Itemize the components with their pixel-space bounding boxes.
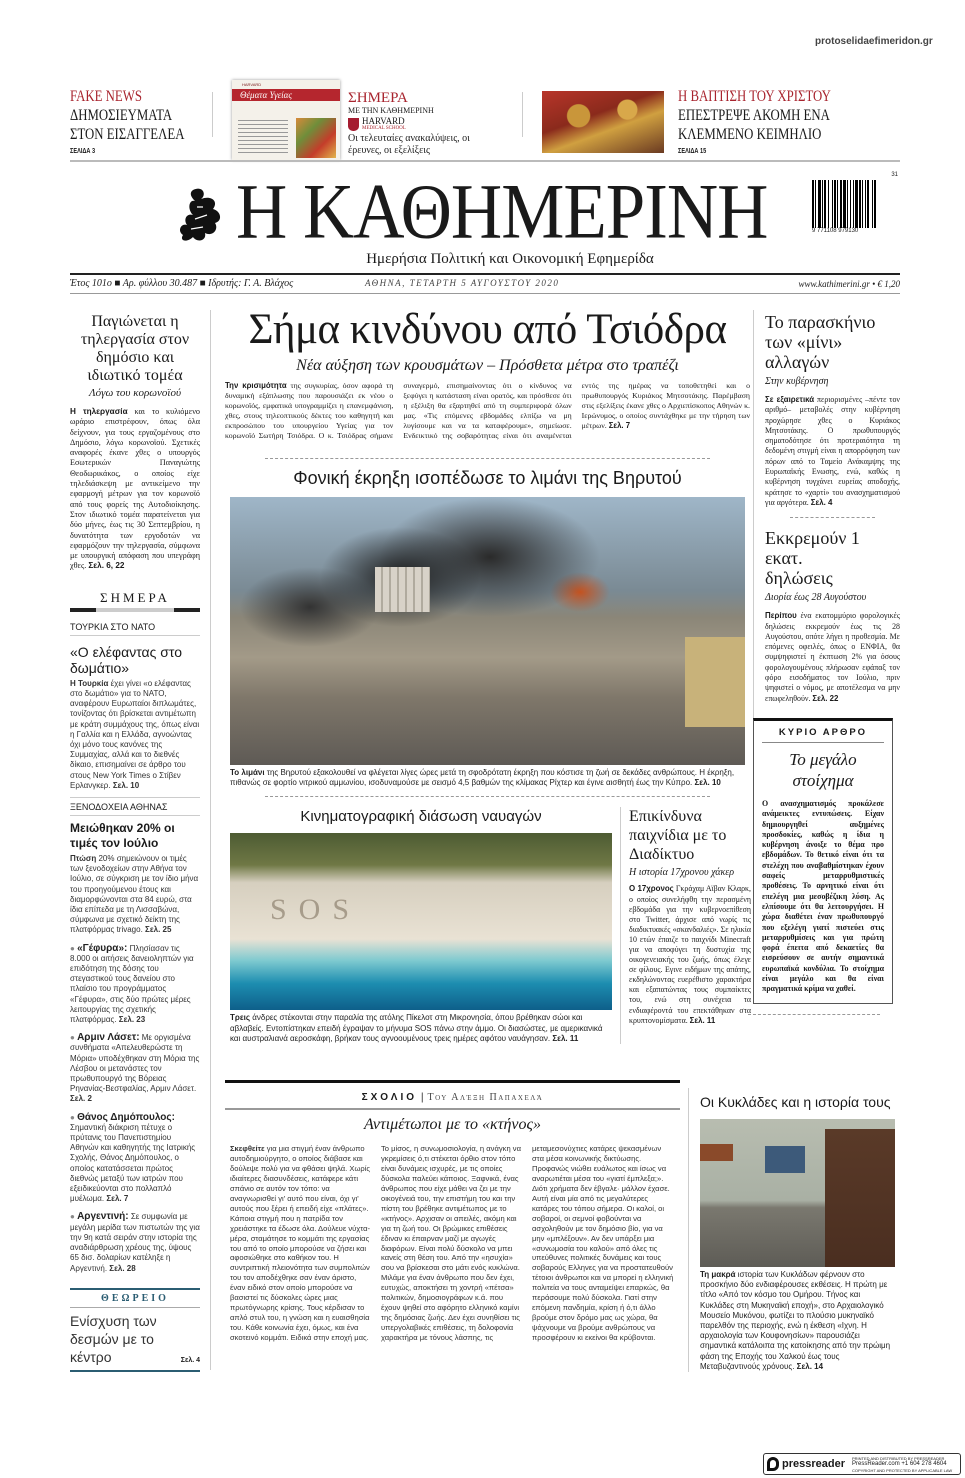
bullet-icon: ● (70, 943, 78, 953)
lead-in: Περίπου (765, 611, 797, 621)
brand: pressreader (782, 1458, 845, 1470)
exhibit-panel (700, 1144, 733, 1161)
divider (265, 458, 710, 459)
thumb-text-lines (238, 120, 288, 154)
cyclades-story[interactable] (700, 1093, 895, 1372)
page-ref: Σελ. 7 (608, 420, 631, 430)
article-body: της συγκυρίας, όσον αφορά τη δυναμική εξάπλωσης που παρουσιάζει εκ νέου ο κορωνοϊός, εμφατικά υπογραμμίζει η επανεμφάνιση, χθες, στους τηλεοπτικούς δέκτες του καθηγητή και εκπροσώπου του υπουργείου Υγείας για τον κορωνοϊό Σωτήρη Τσιόδρα. Ο κ. Τσιόδρας σήμανε συναγερμό, επισημαίνοντας ότι ο κίνδυνος να ξεφύγει η κατάσταση είναι ορατός, και πρόσθεσε ότι η εξέλιξη θα εξαρτηθεί από τη συμπεριφορά όλων μας. «Τις επόμενες εβδομάδες ελπίζω να μη λυγίσουμε και να τα καταφέρουμε», σημείωσε. Ενδεικτικό της σοβαρότητας είναι ότι αναμένεται εντός της ημέρας να τοποθετηθεί και ο πρωθυπουργός Κυριάκος Μητσοτάκης. Παρέμβαση στις εξελίξεις έκανε χθες ο Αρχιεπίσκοπος Αθηνών κ. Ιερώνυμος, ο οποίος συντάχθηκε με την τήρηση των μέτρων. (225, 381, 750, 440)
harvard-thumbnail[interactable] (232, 80, 340, 160)
news-briefs (70, 944, 200, 1274)
article-athens-hotels[interactable] (70, 797, 200, 936)
headline: Κινηματογραφική διάσωση ναυαγών (300, 808, 542, 826)
exhibit-painting (765, 1146, 805, 1173)
divider (620, 807, 621, 1044)
article-body: ένα εκατομμύριο φορολογικές δηλώσεις εκκρεμούν έως τις 28 Αυγούστου, οπότε λήγει η προθεσμία. Με επόμενες οφειλές, όπως ο ΕΝΦΙΑ, θα συμψηφιστεί η έκπτωση 2% για όσους φορολογουμένους πλήρωσαν εφάπαξ τον φόρο εισοδήματος τον Ιούλιο, πριν ψηφιστεί ο νόμος, με αποτέλεσμα να μην επωφεληθούν. (765, 611, 900, 703)
editorial-body: Ο ανασχηματισμός προκάλεσε ανάμεικτες εντυπώσεις. Είχαν δημιουργηθεί αυξημένες προσδοκίες, καθώς η ίδια η κυβέρνηση άνοιξε το θέμα προ εβδομάδων. Το θετικό είναι ότι τα στελέχη που αναβαθμίστηκαν έχουν σαφείς μεταρρυθμιστικές προθέσεις. Το αρνητικό είναι ότι επελέγη μια μεσοβέζικη λύση. Ας ελπίσουμε ότι θα λειτουργήσει. Η χώρα διαθέτει έναν πρωθυπουργό που εξελέγη γιατί πιστεύει στις μεταρρυθμίσεις και για πρώτη φορά έπειτα από δεκαετίες θα εισρεύσουν σε αυτήν σημαντικά ευρωπαϊκά κονδύλια. Το στοίχημα είναι μεγάλο και θα είναι πραγματικά κρίμα να χαθεί. (762, 798, 884, 994)
brief-lead: Θάνος Δημόπουλος: (77, 1111, 175, 1123)
subheadline: Η ιστορία 17χρονου χάκερ (629, 867, 735, 879)
lead-in: Η τηλεργασία (70, 407, 128, 416)
news-brief[interactable] (70, 1212, 200, 1273)
brand: HARVARD (362, 116, 405, 126)
divider (212, 92, 213, 137)
brief-lead: Αργεντινή: (77, 1211, 129, 1223)
newspaper-subtitle: Ημερήσια Πολιτική και Οικονομική Εφημερίδα (366, 251, 654, 267)
page-ref: Σελ. 14 (796, 1361, 824, 1371)
theoreio-box[interactable] (70, 1288, 200, 1372)
lead-in: Τρεις (230, 1013, 251, 1023)
author-byline: Του Αλέξη Παπαχελά (427, 1092, 544, 1103)
headline: Το μεγάλο στοίχημα (789, 749, 857, 790)
page-ref: Σελ. 11 (552, 1033, 579, 1043)
section-label: ΣΧΟΛΙΟ (361, 1092, 418, 1103)
page-ref: Σελ. 10 (694, 778, 721, 788)
divider (265, 796, 710, 797)
teaser-kicker: ΣΗΜΕΡΑ (348, 90, 408, 106)
main-subheadline: Νέα αύξηση των κρουσμάτων – Πρόσθετα μέτρα στο τραπέζι (296, 357, 679, 374)
section-title: ΚΥΡΙΟ ΑΡΘΡΟ (762, 727, 884, 743)
bullet-icon: ● (70, 1112, 78, 1122)
page-ref: Σελ. 11 (689, 1015, 716, 1025)
section-title: ΣΗΜΕΡΑ (100, 589, 170, 605)
lead-in: Πτώση (70, 853, 97, 863)
footer-line: COPYRIGHT AND PROTECTED BY APPLICABLE LAW (852, 1467, 953, 1473)
headline: Αντιμέτωποι με το «κτήνος» (364, 1116, 541, 1133)
teaser-harvard[interactable] (348, 90, 513, 157)
brand-sub: MEDICAL SCHOOL (362, 126, 406, 131)
lead-in: Το λιμάνι (230, 768, 265, 777)
baptism-icon-image[interactable] (542, 91, 664, 153)
teaser-baptism[interactable] (678, 88, 898, 155)
lead-in: Τη μακρά (700, 1270, 736, 1279)
building (685, 637, 745, 727)
page-ref: Σελ. 28 (109, 1263, 136, 1273)
footer-line: PRINTED AND DISTRIBUTED BY PRESSREADER (852, 1455, 945, 1461)
teaser-fake-news[interactable] (70, 88, 205, 155)
article-body: 20% σημειώνουν οι τιμές των ξενοδοχείων στην Αθήνα τον Ιούλιο, σε σύγκριση με τον ίδιο μήνα του προηγούμενου έτους και διαμορφώνονται στα 84 ευρώ, στα ίδια επίπεδα με τη Λισσαβώνα, σύμφωνα με σχετικό δείκτη της πλατφόρμας trivago. (70, 853, 199, 935)
brief-body: Πλησίασαν τις 8.000 οι αιτήσεις δανειοληπτών για επιδότηση της δόσης του στεγαστικού τους δανείου στο πλαίσιο του προγράμματος «Γέφυρα», στις δύο πρώτες μέρες λειτουργίας της σχετικής πλατφόρμας. (70, 943, 194, 1025)
article-body: Γκράχαμ Αϊβαν Κλαρκ, ο οποίος συνελήφθη την περασμένη εβδομάδα για την κυβερνοεπίθεση στο Twitter, άρχισε από νωρίς τις διαδικτυακές «σκανδαλιές». Σε ηλικία 10 ετών έπαιζε το παιχνίδι Minecraft για να αποφύγει τη δυστυχία της οικογενειακής του ζωής, όπως έλεγε σε φίλους. Εγινε ειδήμων της απάτης, εκδηλώνοντας ευερέθιστο χαρακτήρα και εξαπατώντας τους συμπαίκτες του, ενώ στη συνέχεια τα ενδιαφέροντά του επεκτάθηκαν στα κρυπτονομίσματα. (629, 884, 751, 1025)
teaser-page: ΣΕΛΙΔΑ 3 (70, 148, 96, 155)
photo-caption: της Βηρυτού εξακολουθεί να φλέγεται λίγες ώρες μετά τη σφοδρότατη έκρηξη που κόστισε τη ζωή σε δεκάδες ανθρώπους. Η έκρηξη, πιθανώς σε φορτίο νιτρικού αμμωνίου, ισοδυναμούσε με σεισμό 4,5 βαθμών της κλίμακας Ρίχτερ και έγινε αισθητή έως την Κύπρο. (230, 768, 735, 788)
lead-in: Ο 17χρονος (629, 884, 674, 894)
website-price: www.kathimerini.gr • € 1,20 (798, 279, 900, 289)
right-column (762, 312, 900, 1015)
subheadline: Στην κυβέρνηση (765, 376, 829, 387)
lead-story-tsiodras[interactable] (225, 305, 750, 440)
divider (210, 310, 211, 1370)
article-body: για μια στιγμή έναν άνθρωπο αυτοδημιούργητο, ο οποίος διάβασε και δούλεψε πολύ για να φθάσει ψηλά. Χωρίς ιδιαίτερες διασυνδέσεις, κατάφερε κάτι σπάνιο σε αυτόν τον τόπο: να αναγνωρισθεί γι' αυτό που είναι, όχι γι' αυτούς που ξέρει ή επειδή είχε «πλάτες». Κάποια στιγμή που η πατρίδα τον χρειάστηκε τα έδωσε όλα. Δούλευε νύχτα-μέρα, σταμάτησε το κομμάτι της εργασίας του από το οποίο μπορούσε να ζήσει και αφοσιώθηκε στο καθήκον του. Η συντριπτική πλειονότητα των συμπολιτών του τον αποδέχθηκε σαν έναν άριστο, έναν ειδικό στον οποίο μπορούσε να βασιστεί τις δύσκολες ώρες μιας πρωτόγνωρης κρίσης. Τους κέρδισαν το απλό στυλ του, η γνώση και η ευαισθησία του. Κάθε κοινωνία έχει, όμως, και ένα σκοτεινό κομμάτι. Ειδικά στην εποχή μας. Το μίσος, η συνωμοσιολογία, η ανάγκη να γκρεμίσεις ό,τι στέκεται όρθιο στον τόπο είναι δυνάμεις ισχυρές, με τις οποίες δύσκολα παλεύει κάποιος. Ξαφνικά, ένας άνθρωπος που είχε μάθει να ζει με την οικογένειά του, την επιστήμη του και την πίστη του βρέθηκε αντιμέτωπος με το «κτήνος». Αρχισαν οι απειλές, ακόμη και για τη ζωή του. Οι βρώμικες επιθέσεις έδιναν κι έπαιρναν μαζί με αγωγές διαφόρων. Είναι πολύ δύσκολο να μπει κανείς στη θέση του. Από την «ησυχία» σου να βρίσκεσαι στο μάτι ενός κυκλώνα. Μιλάμε για έναν άνθρωπο που δεν έχει, ευτυχώς, αποκτήσει τη χοντρή «πέτσα» πολιτικών, δημοσιογράφων κ.ά. που έχουν ψηθεί στο αφόρητο ελληνικό καμίνι της δημόσιας ζωής. Δεν έχει συνηθίσει τις υπεργολαβικές επιθέσεις, τη δολοφονία χαρακτήρα με τόνους λάσπης, τις μεταμεσονύχτιες κατάρες ψεκασμένων στα μέσα κοινωνικής δικτύωσης. Προφανώς νιώθει ευάλωτος και ίσως να αναρωτιέται μέσα του «γιατί έμπλεξα;». Διότι χρήματα δεν έβγαλε· μάλλον έχασε. Αυτή είναι μία από τις μεγαλύτερες κατάρες του τόπου σήμερα. Οι καλοί, οι σοβαροί, οι σεμνοί φοβούνται να ασχοληθούν με τον δημόσιο βίο, για να μην «μπλέξουν». Αν δεν υπάρξει μια «συνωμοσία του καλού» από όλες τις υπεύθυνες πολιτικές δυνάμεις και τους σοβαρούς Ελληνες για να προστατευθούν τέτοιοι άνθρωποι και να μπορεί η ελληνική πολιτεία να τους ανταμείψει επαρκώς, θα περάσουμε πολύ δύσκολα. Γιατί στην επόμενη πανδημία, κρίση ή ό,τι άλλο βρούμε στον δρόμο μας ως χώρα, θα ψάχνουμε να βρούμε ανθρώπους να προσφέρουν κι εκείνοι θα κρύβονται. (230, 1144, 674, 1343)
headline: Οι Κυκλάδες και η ιστορία τους (700, 1094, 891, 1110)
divider (70, 273, 900, 275)
teaser-text: Οι τελευταίες ανακαλύψεις, οι έρευνες, οι εξελίξεις (348, 133, 470, 156)
sos-beach-photo (230, 833, 612, 1010)
bullet-icon: ● (70, 1033, 78, 1043)
section-title: ΘΕΩΡΕΙΟ (70, 1293, 200, 1308)
headline: «Ο ελέφαντας στο δωμάτιο» (70, 643, 183, 676)
headline: Επικίνδυνα παιχνίδια με το Διαδίκτυο (629, 808, 727, 864)
photo-caption: ιστορία των Κυκλάδων φέρνουν στο προσκήνιο δύο ενδιαφέρουσες εκθέσεις. Η πρώτη με τίτλο «Από τον κόσμο του Ομήρου. Τήνος και Κυκλάδες στη Μυκηναϊκή εποχή», στο Αρχαιολογικό Μουσείο Μυκόνου, φωτίζει το πλούσιο μυκηναϊκό παρελθόν της περιοχής, ενώ η έκθεση «Ιχνη. Η αρχαιολογία των Κουφονησίων» παρουσιάζει σημαντικά κατάλοιπα της κατοίκησης από την πρώιμη φάση της Εποχής του Χαλκού έως τους Μεταβυζαντινούς χρόνους. (700, 1270, 891, 1371)
teaser-sub: ΜΕ ΤΗΝ ΚΑΘΗΜΕΡΙΝΗ (348, 106, 434, 115)
divider (790, 517, 875, 518)
brief-body: Με οργισμένα συνθήματα «Απελευθερώστε τη Μόρια» υποδέχθηκαν στη Μόρια της Λέσβου οι μετανάστες τον πρωθυπουργό της Βόρειας Ρηνανίας-Βεστφαλίας, Αρμιν Λάσετ. (70, 1033, 200, 1094)
issue-date: ΑΘΗΝΑ, ΤΕΤΑΡΤΗ 5 ΑΥΓΟΥΣΤΟΥ 2020 (365, 278, 560, 288)
divider (70, 293, 900, 294)
harvard-shield-icon (348, 118, 359, 131)
beirut-explosion-photo (230, 497, 745, 765)
headline: Ενίσχυση των δεσμών με το κέντρο (70, 1312, 157, 1365)
subheadline: Διορία έως 28 Αυγούστου (765, 592, 867, 604)
page-ref: Σελ. 7 (106, 1194, 129, 1204)
headline: Παγιώνεται η τηλεργασία στον δημόσιο και ιδιωτικό τομέα (80, 313, 190, 384)
barcode-bar (876, 180, 877, 228)
lead-in: Την κρισιμότητα (225, 381, 287, 390)
opinion-header: ΣΧΟΛΙΟ | Του Αλέξη Παπαχελά (361, 1091, 544, 1103)
editorial-box[interactable] (753, 718, 893, 1004)
sos-sand-writing: SOS (270, 893, 362, 927)
article-dangerous-games[interactable] (629, 807, 751, 1025)
beirut-photo-story[interactable] (230, 467, 745, 788)
divider (753, 310, 754, 760)
article-body: και το κυλιόμενο ωράριο επιστρέφουν, όπως όλα δείχνουν, για τους εργαζομένους στο Δημόσιο, λόγω κορωνοϊού. Σχετικές αναφορές έκανε χθες ο υπουργός Εσωτερικών Παναγιώτης Θεοδωρικάκος, ο οποίος είχε τηλεδιάσκεψη με αντικείμενο την εφαρμογή μέτρων για τον κορωνοϊό από τους φορείς της Αυτοδιοίκησης. Στον ιδιωτικό τομέα παρατείνεται για δύο μήνες, έως τις 30 Σεπτεμβρίου, η δυνατότητα των εργοδοτών να εφαρμόζουν την τηλεργασία, σύμφωνα με υπουργική απόφαση που υπεγράφη χθες. (70, 407, 200, 571)
divider (688, 1088, 689, 1372)
lead-in: Σκεφθείτε (230, 1144, 265, 1153)
teaser-kicker: Η ΒΑΠΤΙΣΗ ΤΟΥ ΧΡΙΣΤΟΥ (678, 88, 831, 105)
subheadline: Λόγω του κορωνοϊού (88, 387, 182, 399)
page-ref: Σελ. 6, 22 (88, 561, 125, 571)
page-ref: Σελ. 4 (180, 1356, 200, 1364)
page-ref: Σελ. 22 (812, 693, 839, 703)
teaser-title: ΔΗΜΟΣΙΕΥΜΑΤΑ ΣΤΟΝ ΕΙΣΑΓΓΕΛΕΑ (70, 107, 185, 143)
divider (522, 92, 523, 137)
divider (70, 160, 900, 162)
left-column (70, 313, 200, 1372)
main-headline: Σήμα κινδύνου από Τσιόδρα (248, 306, 727, 353)
barcode-number: 9 771108 979130 (812, 228, 859, 234)
pressreader-badge[interactable] (763, 1453, 961, 1475)
headline: Φονική έκρηξη ισοπέδωσε το λιμάνι της Βηρυτού (293, 468, 682, 488)
headline: Εκκρεμούν 1 εκατ. δηλώσεις (765, 528, 860, 589)
thumb-food-image (296, 118, 336, 158)
kicker: ΞΕΝΟΔΟΧΕΙΑ ΑΘΗΝΑΣ (70, 802, 200, 816)
teaser-title: ΕΠΕΣΤΡΕΨΕ ΑΚΟΜΗ ΕΝΑ ΚΛΕΜΜΕΝΟ ΚΕΙΜΗΛΙΟ (678, 107, 830, 143)
pressreader-logo-icon (767, 1457, 779, 1471)
page-ref: Σελ. 25 (145, 925, 172, 935)
article-tax-returns[interactable] (765, 528, 900, 704)
section-header-simera (70, 590, 200, 612)
photo-caption: άνδρες στέκονται στην παραλία της ατόλης Πίκελοτ στη Μικρονησία, όπου βρέθηκαν σώοι και αβλαβείς. Εντοπίστηκαν επειδή έγραψαν το μήνυμα SOS πάνω στην άμμο. Οι διασώστες, με αμερικανικά και αυστραλιανά αεροσκάφη, βρήκαν τους αγνοουμένους τρεις ημέρες αφότου ναυάγησαν. (230, 1013, 603, 1043)
headline: Το παρασκήνιο των «μίνι» αλλαγών (765, 312, 876, 372)
article-telework[interactable] (70, 313, 200, 572)
brief-lead: «Γέφυρα»: (77, 942, 128, 954)
opinion-article[interactable] (225, 1110, 680, 1343)
barcode-bars (812, 180, 898, 228)
headline: Μειώθηκαν 20% οι τιμές τον Ιούλιο (70, 820, 175, 850)
article-body: έχει γίνει «ο ελέφαντας στο δωμάτιο» για το ΝΑΤΟ, αναφέρουν Ευρωπαίοι διπλωμάτες, τονίζοντας ότι βρίσκεται αντιμέτωπη με κράτη συμμάχους της, όπως είναι η Γαλλία και η Ελλάδα, αγνοώντας όχι μόνο τους κανόνες της Συμμαχίας, αλλά και το διεθνές δίκαιο, επισημαίνει σε άρθρο του στους New York Times ο Στίβεν Ερλανγκερ. (70, 678, 200, 790)
griffin-logo-icon (173, 185, 228, 245)
issue-info: Έτος 101ο ■ Αρ. φύλλου 30.487 ■ Ιδρυτής: Γ. Α. Βλάχος (70, 278, 294, 289)
page-ref: Σελ. 2 (70, 1094, 92, 1104)
article-body: περιορισμένες –πέντε τον αριθμό– μεταβολές στην κυβέρνηση προχώρησε χθες ο Κυριάκος Μητσοτάκης. Ο πρωθυπουργός σηματοδότησε ότι προτεραιότητα τη δεδομένη στιγμή είναι η απορρόφηση των πόρων από το Ταμείο Ανάκαμψης της Ευρωπαϊκής Ενωσης, ενώ, καθώς η κυβέρνηση τυγχάνει ευρείας αποδοχής, κράτησε το «χαρτί» του ανασχηματισμού για αργότερα. (765, 395, 900, 507)
brief-lead: Αρμιν Λάσετ: (77, 1032, 140, 1044)
teaser-page: ΣΕΛΙΔΑ 15 (678, 148, 707, 155)
thumb-title: Θέματα Υγείας (232, 89, 340, 101)
kicker: ΤΟΥΡΚΙΑ ΣΤΟ ΝΑΤΟ (70, 622, 200, 636)
thumb-brand: HARVARD (242, 82, 262, 87)
news-brief[interactable] (70, 1033, 200, 1104)
page-ref: Σελ. 10 (112, 780, 140, 790)
brief-body: Σε συμφωνία με μεγάλη μερίδα των πιστωτών της για την 9η κατά σειράν στην ιστορία της αναδιάρθρωση χρέους της, ύψους 65 δισ. δολαρίων κατέληξε η Αργεντινή. (70, 1212, 200, 1273)
museum-exhibit-photo (700, 1119, 895, 1267)
divider (748, 1014, 880, 1015)
brief-body: Σημαντική διάκριση πέτυχε ο πρύτανις του Πανεπιστημίου Αθηνών και καθηγητής της Ιατρικής Σχολής, Θάνος Δημόπουλος, ο οποίος κατατάσσεται πρώτος διεθνώς μεταξύ των ιατρών που εξειδικεύονται στο πολλαπλό μυέλωμα. (70, 1122, 196, 1204)
exhibit-case (825, 1129, 895, 1267)
opinion-section (225, 1080, 680, 1343)
teaser-kicker: FAKE NEWS (70, 88, 142, 105)
article-reshuffle[interactable] (765, 312, 900, 508)
article-turkey-nato[interactable] (70, 622, 200, 791)
page-ref: Σελ. 23 (118, 1015, 146, 1025)
footer-line: PressReader.com +1 604 278 4604 (852, 1460, 947, 1467)
section-rule (70, 608, 200, 612)
castaway-rescue-story[interactable] (230, 807, 612, 1044)
newspaper-title: Η ΚΑΘΗΜΕΡΙΝΗ (236, 169, 768, 255)
barcode-issue: 31 (891, 172, 898, 178)
silos (375, 567, 430, 612)
news-brief[interactable] (70, 944, 200, 1026)
bullet-icon: ● (70, 1212, 78, 1222)
center-flow (230, 458, 751, 1044)
lead-in: Η Τουρκία (70, 678, 109, 688)
news-brief[interactable] (70, 1113, 200, 1205)
watermark: protoselidaefimeridon.gr (815, 36, 933, 47)
page-ref: Σελ. 4 (810, 497, 833, 507)
lead-in: Σε εξαιρετικά (765, 395, 815, 404)
barcode (812, 172, 898, 240)
